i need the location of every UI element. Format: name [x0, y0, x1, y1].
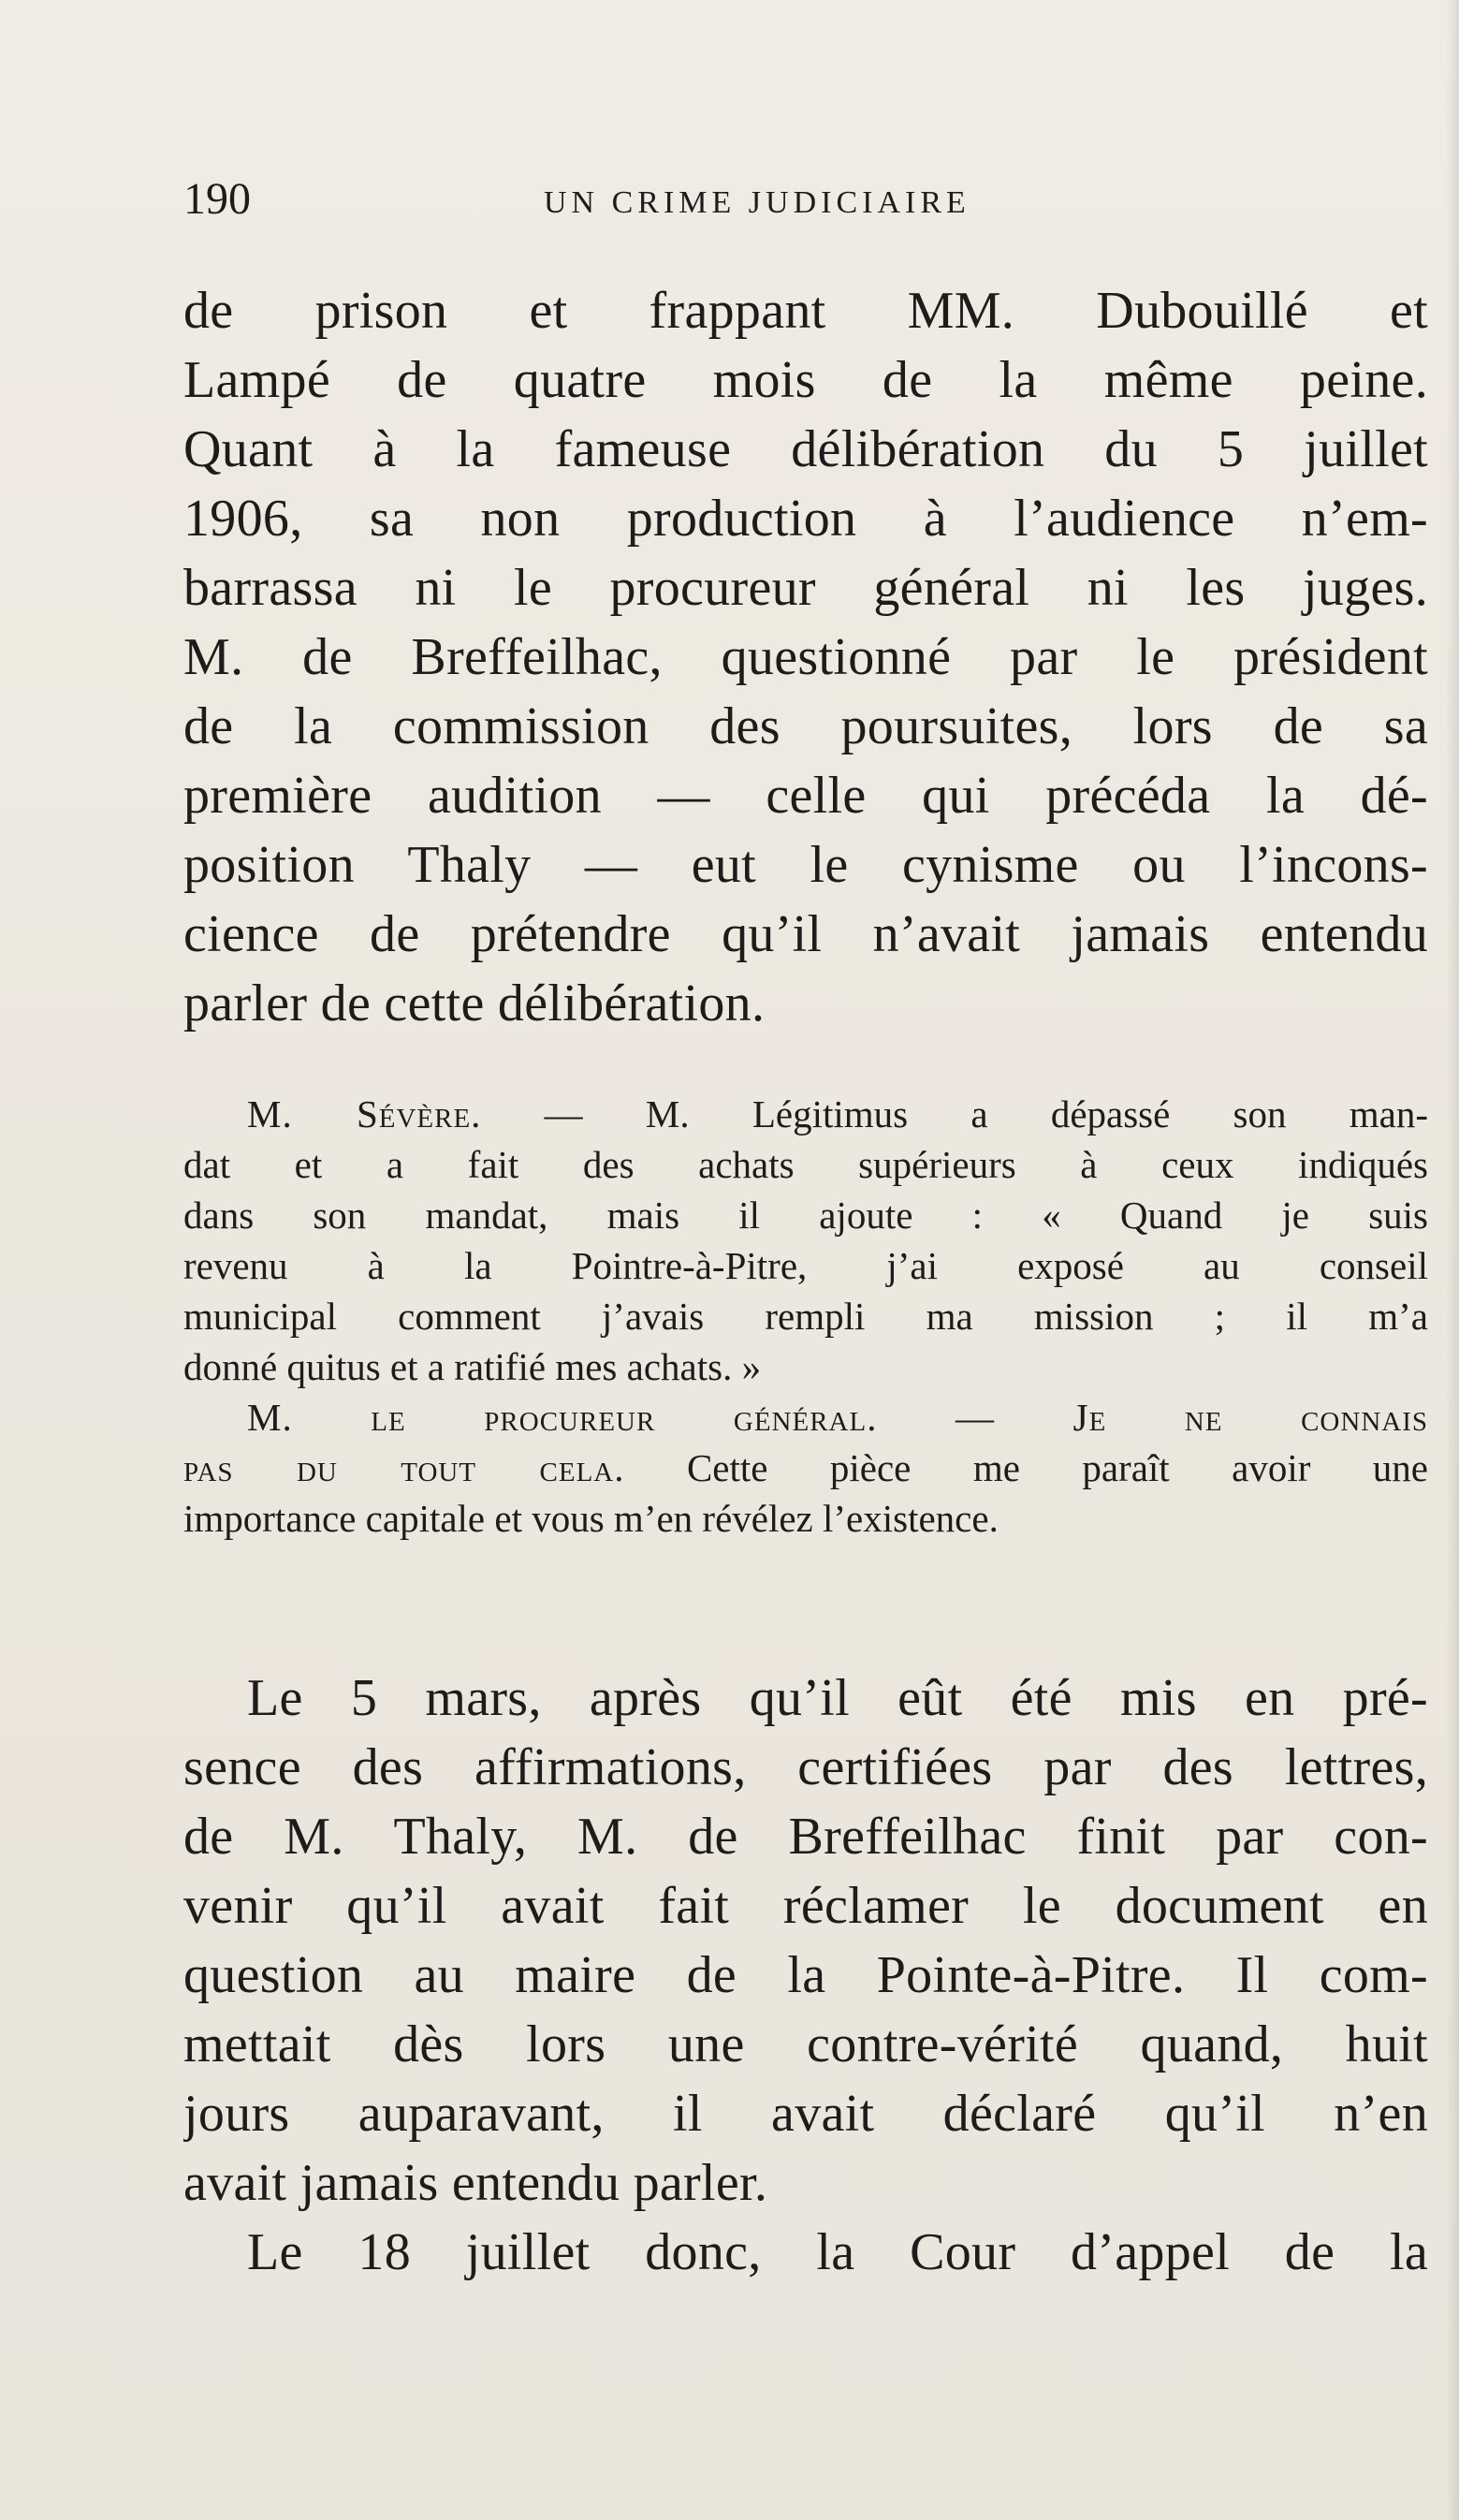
text-line: Le 18 juillet donc, la Cour d’appel de la [247, 2223, 1428, 2281]
page-edge-shadow [1446, 0, 1459, 2520]
text-line: barrassa ni le procureur général ni les juges. [183, 559, 1428, 617]
quote-text-smallcaps: pas du tout cela. [183, 1446, 625, 1489]
page-header [183, 173, 1437, 226]
text-line: première audition — celle qui précéda la dé- [183, 767, 1428, 825]
quote-line: revenu à la Pointre-à-Pitre, j’ai exposé au conseil [183, 1244, 1428, 1287]
quote-line [183, 1392, 1428, 1443]
text-line: de la commission des poursuites, lors de sa [183, 697, 1428, 755]
quote-line: importance capitale et vous m’en révélez l’existence. [183, 1497, 999, 1540]
text-line: cience de prétendre qu’il n’avait jamais entendu [183, 905, 1428, 963]
text-line: avait jamais entendu parler. [183, 2154, 768, 2212]
text-line: M. de Breffeilhac, questionné par le président [183, 628, 1428, 686]
text-line: 1906, sa non production à l’audience n’em- [183, 490, 1428, 548]
quote-line [183, 1443, 1428, 1493]
quote-line: dat et a fait des achats supérieurs à ceux indiqués [183, 1143, 1428, 1186]
paragraph-3 [183, 2218, 1428, 2287]
text-line: sence des affirmations, certifiées par des lettres, [183, 1738, 1428, 1796]
quote-line [183, 1089, 1428, 1139]
quote-line: dans son mandat, mais il ajoute : « Quand je suis [183, 1194, 1428, 1237]
text-line: jours auparavant, il avait déclaré qu’il n’en [183, 2085, 1428, 2143]
text-line: de prison et frappant MM. Dubouillé et [183, 282, 1428, 340]
hearing-transcript-quote [183, 1089, 1428, 1544]
quote-line: municipal comment j’avais rempli ma mission ; il m’a [183, 1295, 1428, 1338]
quote-text: — M. Légitimus a dépassé son man- [481, 1092, 1428, 1135]
quote-text: Cette pièce me paraît avoir une [624, 1446, 1428, 1489]
page-number: 190 [183, 174, 251, 224]
text-line: de M. Thaly, M. de Breffeilhac finit par con- [183, 1808, 1428, 1866]
text-line: question au maire de la Pointe-à-Pitre. Il com- [183, 1946, 1428, 2004]
text-line: Lampé de quatre mois de la même peine. [183, 351, 1428, 409]
quote-line: donné quitus et a ratifié mes achats. » [183, 1345, 762, 1388]
quote-text: — Je ne connais [877, 1396, 1428, 1439]
text-line: position Thaly — eut le cynisme ou l’incons- [183, 836, 1428, 894]
text-line: Le 5 mars, après qu’il eût été mis en pré- [247, 1669, 1428, 1727]
paragraph-2 [183, 1663, 1428, 2218]
paragraph-1 [183, 276, 1428, 1038]
running-title: UN CRIME JUDICIAIRE [544, 185, 970, 220]
text-line: parler de cette délibération. [183, 974, 766, 1033]
text-line: venir qu’il avait fait réclamer le document en [183, 1877, 1428, 1935]
speaker-name: M. le procureur général. [247, 1396, 878, 1439]
text-line: Quant à la fameuse délibération du 5 juillet [183, 420, 1428, 478]
text-line: mettait dès lors une contre-vérité quand, huit [183, 2015, 1428, 2073]
speaker-name: M. Sévère. [247, 1092, 482, 1135]
